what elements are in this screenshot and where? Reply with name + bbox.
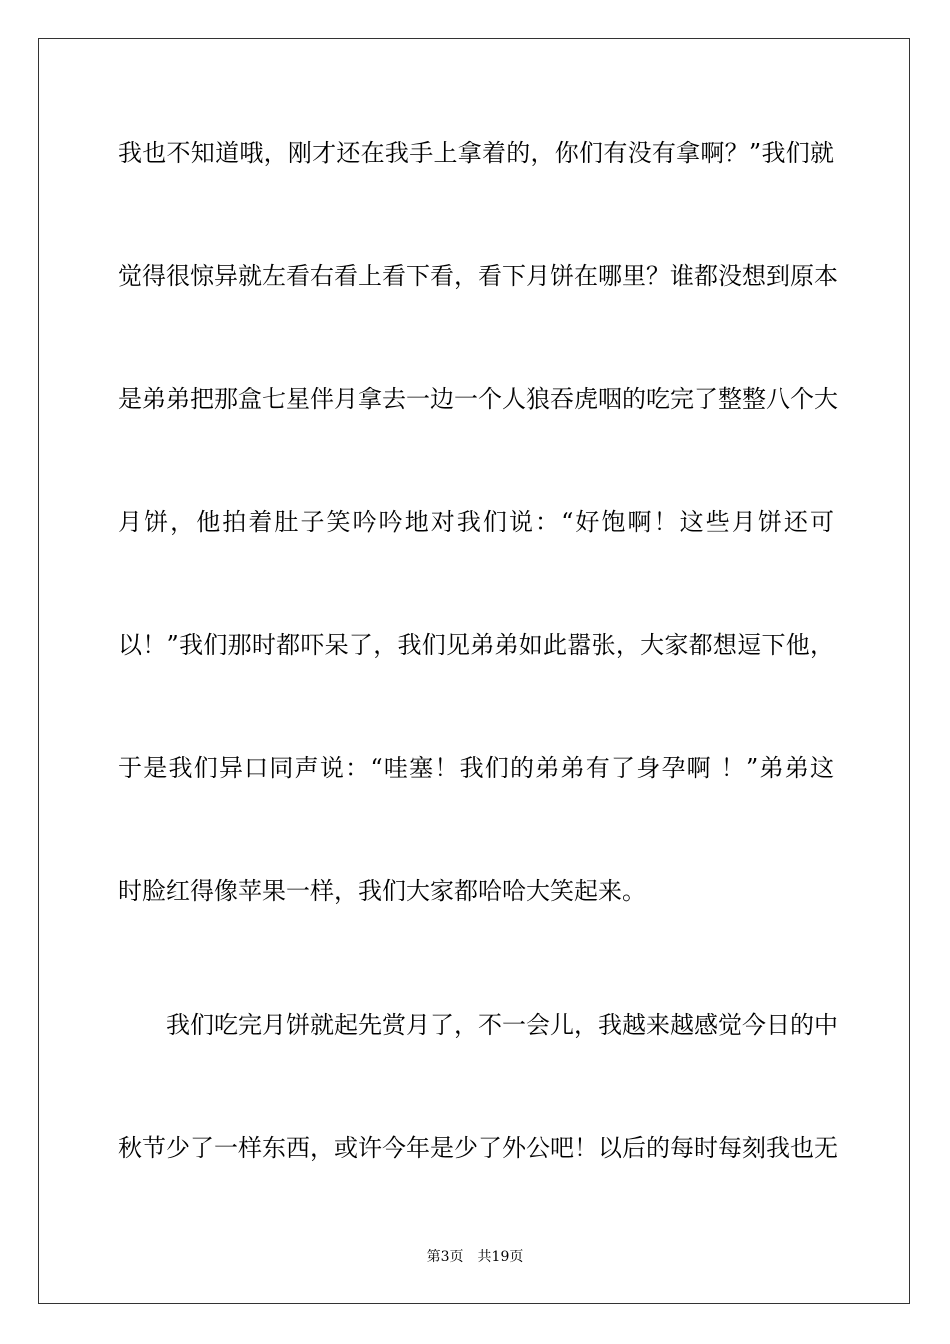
page-frame	[38, 38, 910, 1304]
text-line-5: 以！”我们那时都吓呆了，我们见弟弟如此嚣张，大家都想逗下他，	[118, 631, 834, 659]
page-footer	[0, 1248, 950, 1266]
text-line-6: 于是我们异口同声说：“哇塞！我们的弟弟有了身孕啊 ！”弟弟这	[118, 754, 834, 782]
text-line-1: 我也不知道哦，刚才还在我手上拿着的，你们有没有拿啊？”我们就	[118, 139, 834, 167]
text-line-4: 月饼，他拍着肚子笑吟吟地对我们说：“好饱啊！这些月饼还可	[118, 508, 834, 536]
page-total: 共19页	[477, 1249, 524, 1265]
text-line-7: 时脸红得像苹果一样，我们大家都哈哈大笑起来。	[118, 877, 646, 905]
text-line-2: 觉得很惊异就左看右看上看下看，看下月饼在哪里？谁都没想到原本	[118, 262, 838, 290]
text-line-8: 我们吃完月饼就起先赏月了，不一会儿，我越来越感觉今日的中	[166, 1011, 838, 1039]
page-number: 第3页	[426, 1249, 464, 1265]
text-line-3: 是弟弟把那盒七星伴月拿去一边一个人狼吞虎咽的吃完了整整八个大	[118, 385, 838, 413]
text-line-9: 秋节少了一样东西，或许今年是少了外公吧！以后的每时每刻我也无	[118, 1134, 838, 1162]
